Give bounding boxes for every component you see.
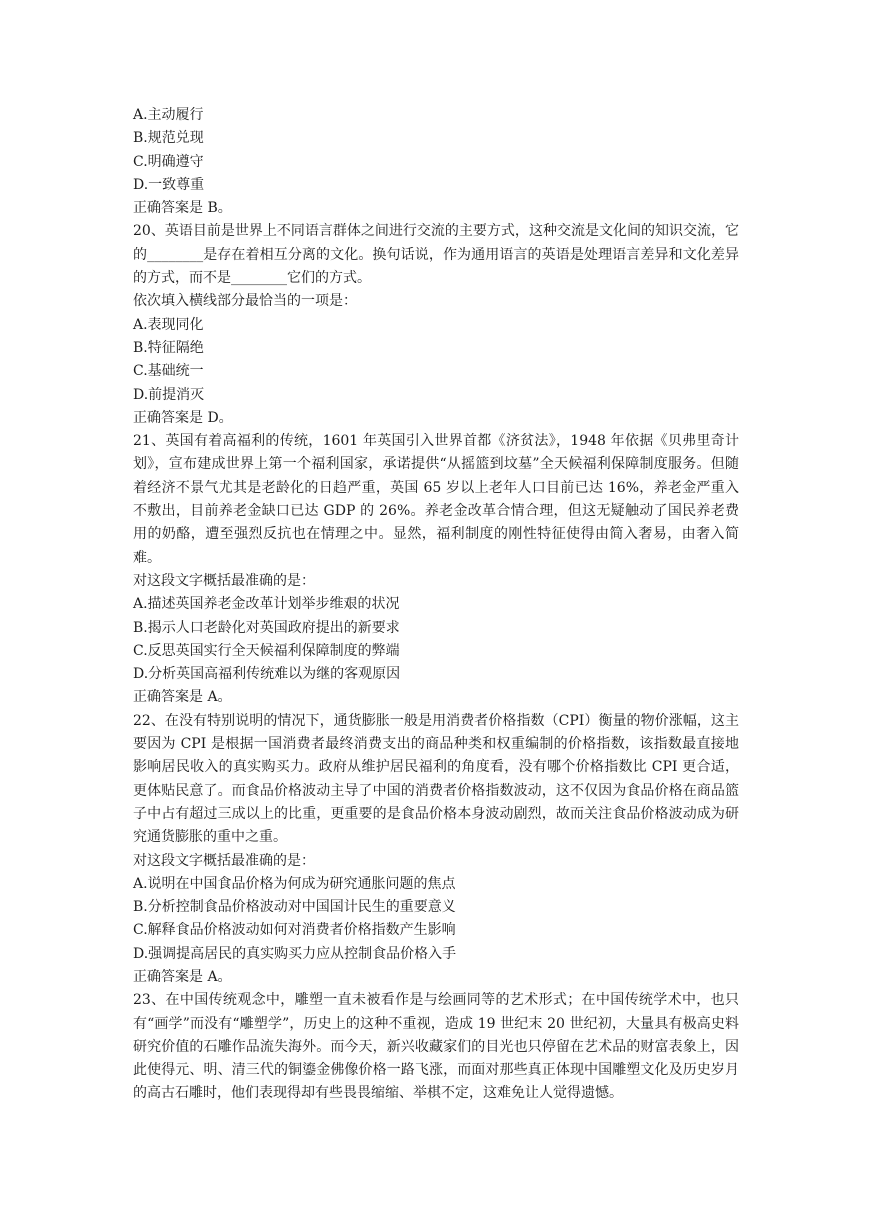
answer-line: 正确答案是 A。: [133, 689, 232, 706]
option-c: C.解释食品价格波动如何对消费者价格指数产生影响: [133, 922, 456, 939]
question-22: [133, 710, 739, 990]
option-b: B.分析控制食品价格波动对中国国计民生的重要意义: [133, 899, 456, 916]
option-a: A.说明在中国食品价格为何成为研究通胀问题的焦点: [133, 875, 456, 892]
option-d: D.前提消灭: [133, 386, 205, 403]
question-prompt: 对这段文字概括最准确的是：: [133, 852, 315, 869]
question-prompt: 对这段文字概括最准确的是：: [133, 572, 315, 589]
option-c: C.反思英国实行全天候福利保障制度的弊端: [133, 642, 400, 659]
option-a: A.主动履行: [133, 107, 204, 123]
option-d: D.强调提高居民的真实购买力应从控制食品价格入手: [133, 945, 457, 962]
answer-line: 正确答案是 D。: [133, 409, 233, 426]
option-c: C.基础统一: [133, 363, 204, 380]
option-b: B.特征隔绝: [133, 339, 204, 356]
question-stem: 21、英国有着高福利的传统，1601 年英国引入世界首都《济贫法》，1948 年依据《贝弗里奇计划》，宣布建成世界上第一个福利国家，承诺提供“从摇篮到坟墓”全天候福利保障制度服务。但随着经济不景气尤其是老龄化的日趋严重，英国 65 岁以上老年人口目前已达 16%，养老金严重入不敷出，目前养老金缺口已达 GDP 的 26%。养老金改革合情合理，但这无疑触动了国民养老费用的奶酪，遭至强烈反抗也在情理之中。显然，福利制度的刚性特征使得由简入奢易，由奢入简难。: [133, 433, 739, 566]
option-d: D.一致尊重: [133, 176, 205, 193]
document-page: [133, 104, 739, 1106]
option-a: A.描述英国养老金改革计划举步维艰的状况: [133, 596, 400, 613]
option-a: A.表现同化: [133, 316, 204, 333]
option-b: B.规范兑现: [133, 130, 204, 147]
question-stem: 22、在没有特别说明的情况下，通货膨胀一般是用消费者价格指数（CPI）衡量的物价涨幅，这主要因为 CPI 是根据一国消费者最终消费支出的商品种类和权重编制的价格指数，该指数最直接地影响居民收入的真实购买力。政府从维护居民福利的角度看，没有哪个价格指数比 CPI 更合适，更体贴民意了。而食品价格波动主导了中国的消费者价格指数波动，这不仅因为食品价格在商品篮子中占有超过三成以上的比重，更重要的是食品价格本身波动剧烈，故而关注食品价格波动成为研究通货膨胀的重中之重。: [133, 712, 739, 846]
question-prompt: 依次填入横线部分最恰当的一项是：: [133, 293, 357, 310]
question-21: [133, 430, 739, 710]
question-19-tail: [133, 104, 739, 220]
option-c: C.明确遵守: [133, 153, 204, 170]
question-20: [133, 220, 739, 430]
answer-line: 正确答案是 A。: [133, 968, 232, 985]
option-d: D.分析英国高福利传统难以为继的客观原因: [133, 666, 401, 683]
question-stem: 20、英语目前是世界上不同语言群体之间进行交流的主要方式，这种交流是文化间的知识交流，它的________是存在着相互分离的文化。换句话说，作为通用语言的英语是处理语言差异和文化差异的方式，而不是________它们的方式。: [133, 223, 739, 287]
question-stem: 23、在中国传统观念中，雕塑一直未被看作是与绘画同等的艺术形式；在中国传统学术中，也只有“画学”而没有“雕塑学”，历史上的这种不重视，造成 19 世纪末 20 世纪初，大量具有极高史料研究价值的石雕作品流失海外。而今天，新兴收藏家们的目光也只停留在艺术品的财富表象上，因此使得元、明、清三代的铜鎏金佛像价格一路飞涨，而面对那些真正体现中国雕塑文化及历史岁月的高古石雕时，他们表现得却有些畏畏缩缩、举棋不定，这难免让人觉得遗憾。: [133, 992, 739, 1102]
answer-line: 正确答案是 B。: [133, 200, 232, 217]
option-b: B.揭示人口老龄化对英国政府提出的新要求: [133, 619, 400, 636]
question-23: [133, 989, 739, 1105]
